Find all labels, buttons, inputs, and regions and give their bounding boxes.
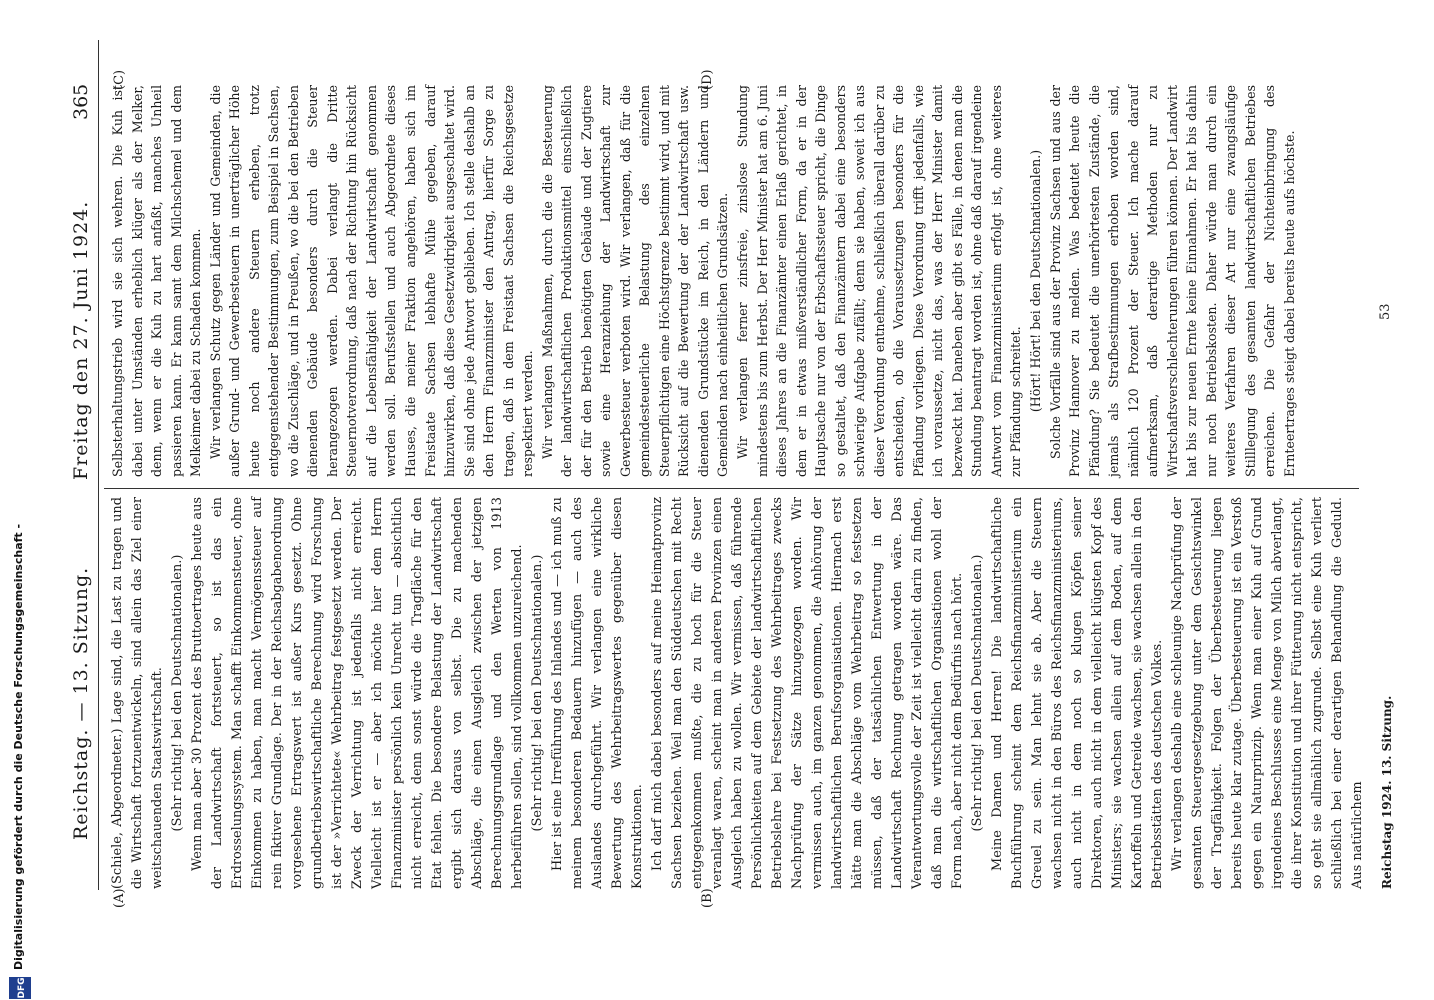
- header-rule: [98, 40, 99, 890]
- interjection: (Sehr richtig! bei den Deutschnationalen.): [170, 554, 185, 832]
- paragraph: (Schiele, Abgeordneter.) Lage sind, die Last zu tragen und die Wirtschaft fortzuentwickeln, sind allein das Ziel einer weitschauenden Staatswirtschaft.: [110, 497, 165, 889]
- interjection: (Hört! Hört! bei den Deutschnationalen.): [1027, 149, 1043, 413]
- digitization-credit-text: Digitalisierung gefördert durch die Deutsche Forschungsgemeinschaft -: [12, 523, 25, 970]
- text-column-left: [108, 497, 1368, 889]
- dfg-logo: [8, 976, 32, 1000]
- margin-mark-c: (C): [112, 69, 127, 90]
- paragraph: Selbsterhaltungstrieb wird sie sich wehren. Die Kuh ist dabei unter Umständen erheblich klüger als der Melker, denn, wenn er die Kuh zu hart anfaßt, manches Unheil passieren kann. Er kann samt dem Milchschemel und dem Melkeimer dabei zu Schaden kommen.: [110, 85, 204, 477]
- running-header-left: Reichstag. — 13. Sitzung.: [70, 566, 92, 840]
- svg-text:DFG: DFG: [17, 977, 27, 999]
- interjection: (Sehr richtig! bei den Deutschnationalen.): [970, 554, 985, 832]
- page-number: 365: [70, 83, 92, 120]
- signature-line: Reichstag 1924. 13. Sitzung.: [1380, 695, 1394, 889]
- running-header-right: Freitag den 27. Juni 1924.: [70, 200, 92, 480]
- paragraph: Wir verlangen Schutz gegen Länder und Gemeinden, die außer Grund- und Gewerbesteuern in unerträglicher Höhe heute noch andere Steuern erheben, trotz entgegenstehender Bestimmungen, zum Beispiel in Sachsen, wo die Zuschläge, und in Preußen, wo die bei den Betrieben dienenden Gebäude besonders durch die Steuer herangezogen werden. Dabei verlangt die Dritte Steuernotverordnung, daß nach der Richtung hin Rücksicht auf die Lebensfähigkeit der Landwirtschaft genommen werden soll. Berufsstellen und auch Abgeordnete dieses Hauses, die meiner Fraktion angehören, haben sich im Freistaate Sachsen lebhafte Mühe gegeben, darauf hinzuwirken, daß diese Gesetzwidrigkeit ausgeschaltet wird. Sie sind ohne jede Antwort geblieben. Ich stelle deshalb an den Herrn Finanzminister den Antrag, hierfür Sorge zu tragen, daß in dem Freistaat Sachsen die Reichsgesetze respektiert werden.: [207, 85, 536, 477]
- column-divider: [104, 488, 1359, 489]
- paragraph: Wenn man aber 30 Prozent des Bruttoertrages heute aus der Landwirtschaft fortsteuert, so ist das ein Erdrosselungssystem. Man schafft Einkommensteuer, ohne Einkommen zu haben, man macht Vermögenssteuer auf rein fiktiver Grundlage. Der in der Reichsabgabenordnung vorgesehene Ertragswert ist außer Kurs gesetzt. Ohne grundbetriebswirtschaftliche Berechnung wird Forschung ist der »Verrichtete« Wehrbeitrag festgesetzt werden. Der Zweck der Verrichtung ist jedenfalls nicht erreicht. Vielleicht ist er — aber ich möchte hier dem Herrn Finanzminister persönlich kein Unrecht tun — absichtlich nicht erreicht, denn sonst würde die Tragfläche für den Etat fehlen. Die besondere Belastung der Landwirtschaft ergibt sich daraus von selbst. Die zu machenden Abschläge, die einen Ausgleich zwischen der jetzigen Berechnungsgrundlage und den Werten von 1913 herbeiführen sollen, sind vollkommen unzureichend.: [190, 497, 525, 889]
- paragraph: Wir verlangen ferner zinsfreie, zinslose Stundung mindestens bis zum Herbst. Der Herr Minister hat am 6. Juni dieses Jahres an die Finanzämter einen Erlaß gerichtet, in dem er in etwas mißverständlicher Form, da er in der Hauptsache nur von der Erbschaftssteuer spricht, die Dinge so gestaltet, daß den Finanzämtern dabei eine besonders schwierige Aufgabe zufällt; denn sie haben, soweit ich aus dieser Verordnung entnehme, schließlich überall darüber zu entscheiden, ob die Voraussetzungen besonders für die Pfändung vorliegen. Diese Verordnung trifft jedenfalls, wie ich voraussetze, nicht das, was der Herr Minister damit bezweckt hat. Daneben aber gibt es Fälle, in denen man die Stundung beantragt worden ist, ohne daß darauf irgendeine Antwort vom Finanzministerium erfolgt ist, ohne weiteres zur Pfändung schreitet.: [735, 84, 1024, 477]
- interjection: (Sehr richtig! bei den Deutschnationalen.): [530, 554, 545, 832]
- paragraph: Solche Vorfälle sind aus der Provinz Sachsen und aus der Provinz Hannover zu melden. Was bedeutet heute die Pfändung? Sie bedeutet die unerhörtesten Zustände, die jemals als Strafbestimmungen erhoben worden sind, nämlich 120 Prozent der Steuer. Ich mache darauf aufmerksam, daß derartige Methoden nur zu Wirtschaftsverschlechterungen führen können. Der Landwirt hat bis zur neuen Ernte keine Einnahmen. Er hat bis dahin nur noch Betriebskosten. Daher würde man durch ein weiteres Verfahren dieser Art nur eine zwangsläufige Stilllegung des gesamten landwirtschaftlichen Betriebes erreichen. Die Gefahr der Nichteinbringung des Ernteertrages steigt dabei bereits heute aufs höchste.: [1047, 85, 1297, 477]
- paragraph: Wir verlangen Maßnahmen, durch die die Besteuerung der landwirtschaftlichen Produktionsmittel einschließlich der für den Betrieb benötigten Gebäude und der Zugtiere sowie eine Heranziehung der Landwirtschaft zur Gewerbesteuer verboten wird. Wir verlangen, daß für die gemeindesteuerliche Belastung des einzelnen Steuerpflichtigen eine Höchstgrenze bestimmt wird, und mit Rücksicht auf die Bewertung der der Landwirtschaft usw. dienenden Grundstücke im Reich, in den Ländern und Gemeinden nach einheitlichen Grundsätzen.: [539, 85, 731, 477]
- margin-mark-b: (B): [700, 888, 715, 908]
- margin-mark-a: (A): [112, 888, 127, 908]
- paragraph: Ich darf mich dabei besonders auf meine Heimatprovinz Sachsen beziehen. Weil man den Süddeutschen mit Recht entgegenkommen mußte, die zu hoch für die Steuer veranlagt waren, scheint man in anderen Provinzen einen Ausgleich haben zu wollen. Wir vermissen, daß führende Persönlichkeiten auf dem Gebiete der landwirtschaftlichen Betriebslehre bei Festsetzung des Wehrbeitrages zwecks Nachprüfung der Sätze hinzugezogen worden. Wir vermissen auch, im ganzen genommen, die Anhörung der landwirtschaftlichen Berufsorganisationen. Hiernach erst hätte man die Abschläge vom Wehrbeitrag so festsetzen müssen, daß der tatsächlichen Entwertung in der Landwirtschaft Rechnung getragen worden wäre. Das Verantwortungsvolle der Zeit ist vielleicht darin zu finden, daß man die wirtschaftlichen Organisationen wohl der Form nach, aber nicht dem Bedürfnis nach hört.: [650, 497, 965, 889]
- paragraph: Meine Damen und Herren! Die landwirtschaftliche Buchführung scheint dem Reichsfinanzministerium ein Greuel zu sein. Man lehnt sie ab. Aber die Steuern wachsen nicht in den Büros des Reichsfinanzministeriums, auch nicht in dem noch so klugen Köpfen seiner Direktoren, auch nicht in dem vielleicht klügsten Kopf des Ministers; sie wachsen allein auf dem Boden, auf dem Kartoffeln und Getreide wachsen, sie wachsen allein in den Betriebsstätten des deutschen Volkes.: [990, 497, 1165, 889]
- paragraph: Hier ist eine Irreführung des Inlandes und — ich muß zu meinem besonderen Bedauern hinzufügen — auch des Auslandes durchgeführt. Wir verlangen eine wirkliche Bewertung des Wehrbeitragswertes gegenüber diesen Konstruktionen.: [550, 497, 645, 889]
- text-column-right: [108, 85, 1299, 477]
- margin-mark-d: (D): [700, 69, 715, 90]
- paragraph: Wir verlangen deshalb eine schleunige Nachprüfung der gesamten Steuergesetzgebung unter dem Gesichtswinkel der Tragfähigkeit. Folgen der Überbesteuerung liegen bereits heute klar zutage. Überbesteuerung ist ein Verstoß gegen ein Naturprinzip. Wenn man einer Kuh auf Grund irgendeines Beschlusses eine Menge von Milch abverlangt, die ihrer Konstitution und ihrer Fütterung nicht entspricht, so geht sie allmählich zugrunde. Selbst eine Kuh verliert schließlich bei einer derartigen Behandlung die Geduld. Aus natürlichem: [1170, 497, 1365, 889]
- sheet-number: 53: [1378, 303, 1393, 320]
- digitization-credit-strip: [0, 0, 40, 1000]
